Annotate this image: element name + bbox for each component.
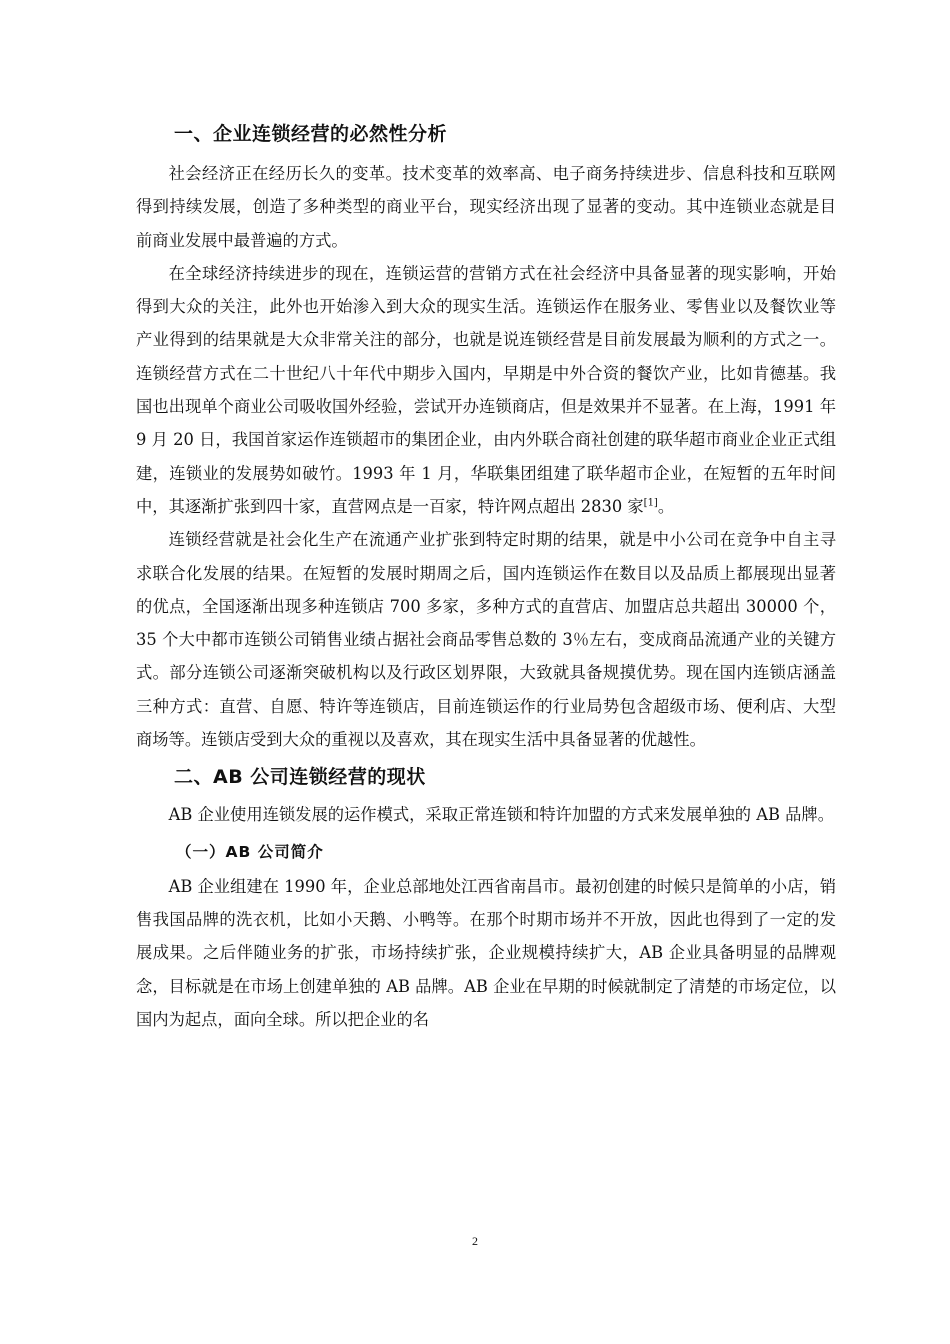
paragraph-2-text: 在全球经济持续进步的现在，连锁运营的营销方式在社会经济中具备显著的现实影响，开始得到大众的关注，此外也开始渗入到大众的现实生活。连锁运作在服务业、零售业以及餐饮业等产业得到的结果就是大众非常关注的部分，也就是说连锁经营是目前发展最为顺利的方式之一。连锁经营方式在二十世纪八十年代中期步入国内，早期是中外合资的餐饮产业，比如肯德基。我国也出现单个商业公司吸收国外经验，尝试开办连锁商店，但是效果并不显著。在上海，1991 年 9 月 20 日，我国首家运作连锁超市的集团企业，由内外联合商社创建的联华超市商业企业正式组建，连锁业的发展势如破竹。1993 年 1 月，华联集团组建了联华超市企业，在短暂的五年时间中，其逐渐扩张到四十家，直营网点是一百家，特许网点超出 2830 家 [136,263,836,516]
paragraph-5: AB 企业组建在 1990 年，企业总部地处江西省南昌市。最初创建的时候只是简单的小店，销售我国品牌的洗衣机，比如小天鹅、小鸭等。在那个时期市场并不开放，因此也得到了一定的发展成果。之后伴随业务的扩张，市场持续扩张，企业规模持续扩大，AB 企业具备明显的品牌观念，目标就是在市场上创建单独的 AB 品牌。AB 企业在早期的时候就制定了清楚的市场定位，以国内为起点，面向全球。所以把企业的名 [136,876,836,1029]
paragraph-2-end: 。 [657,496,675,516]
citation-reference[interactable]: [1] [643,497,658,509]
section-heading-1: 一、企业连锁经营的必然性分析 [174,123,448,145]
paragraph-3: 连锁经营就是社会化生产在流通产业扩张到特定时期的结果，就是中小公司在竞争中自主寻求联合化发展的结果。在短暂的发展时期周之后，国内连锁运作在数目以及品质上都展现出显著的优点，全国逐渐出现多种连锁店 700 多家，多种方式的直营店、加盟店总共超出 30000 个，35 个大中都市连锁公司销售业绩占据社会商品零售总数的 3％左右，变成商品流通产业的关键方式。部分连锁公司逐渐突破机构以及行政区划界限，大致就具备规摸优势。现在国内连锁店涵盖三种方式：直营、自愿、特许等连锁店，目前连锁运作的行业局势包含超级市场、便利店、大型商场等。连锁店受到大众的重视以及喜欢，其在现实生活中具备显著的优越性。 [136,530,836,750]
paragraph-1: 社会经济正在经历长久的变革。技术变革的效率高、电子商务持续进步、信息科技和互联网得到持续发展，创造了多种类型的商业平台，现实经济出现了显著的变动。其中连锁业态就是目前商业发展中最普遍的方式。 [136,164,836,250]
page-body [136,113,836,1036]
section-heading-2: 二、AB 公司连锁经营的现状 [174,766,426,789]
page-number: 2 [472,1234,478,1248]
paragraph-4: AB 企业使用连锁发展的运作模式，采取正常连锁和特许加盟的方式来发展单独的 AB 品牌。 [168,805,834,825]
paragraph-2 [136,257,836,523]
subsection-heading: （一）AB 公司简介 [176,842,324,861]
